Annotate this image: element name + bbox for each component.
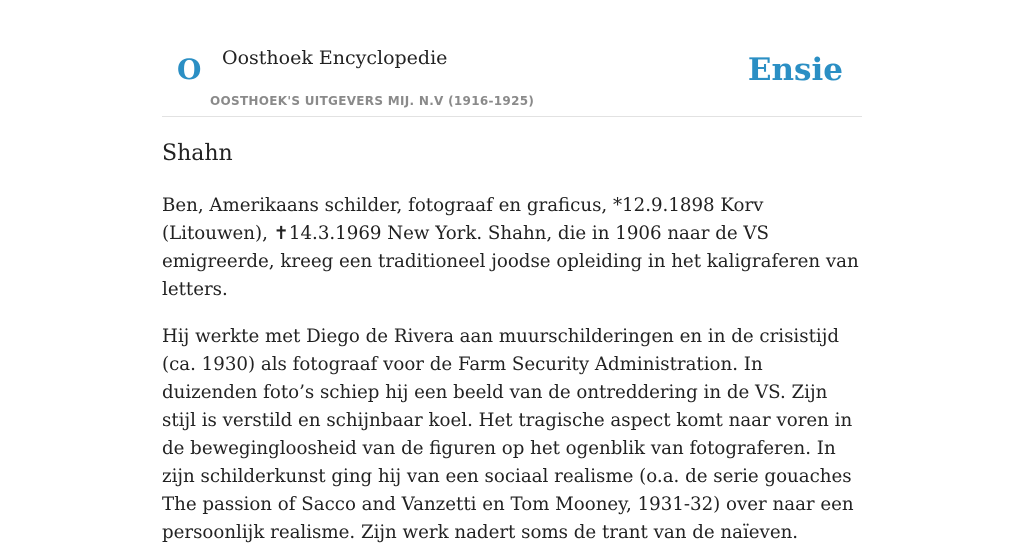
publisher-subtitle: OOSTHOEK'S UITGEVERS MIJ. N.V (1916-1925) [210,94,535,108]
entry-title: Shahn [162,141,233,166]
article [162,138,862,547]
ensie-brand-link[interactable]: Ensie [747,52,843,88]
article-paragraph-2: Hij werkte met Diego de Rivera aan muurschilderingen en in de crisistijd (ca. 1930) als fotograaf voor de Farm Security Administration. In duizenden foto’s schiep hij een beeld van de ontreddering in de VS. Zijn stijl is verstild en schijnbaar koel. Het tragische aspect komt naar voren in de bewegingloosheid van de figuren op het ogenblik van fotograferen. In zijn schilderkunst ging hij van een sociaal realisme (o.a. de serie gouaches The passion of Sacco and Vanzetti en Tom Mooney, 1931-32) over naar een persoonlijk realisme. Zijn werk nadert soms de trant van de naïeven. [162,326,854,543]
oosthoek-logo[interactable]: O [177,53,202,86]
article-paragraph-1: Ben, Amerikaans schilder, fotograaf en graficus, *12.9.1898 Korv (Litouwen), ✝14.3.1969 New York. Shahn, die in 1906 naar de VS emigreerde, kreeg een traditioneel joodse opleiding in het kaligraferen van letters. [162,195,859,300]
site-title-link[interactable]: Oosthoek Encyclopedie [222,47,448,69]
site-header [162,0,862,117]
